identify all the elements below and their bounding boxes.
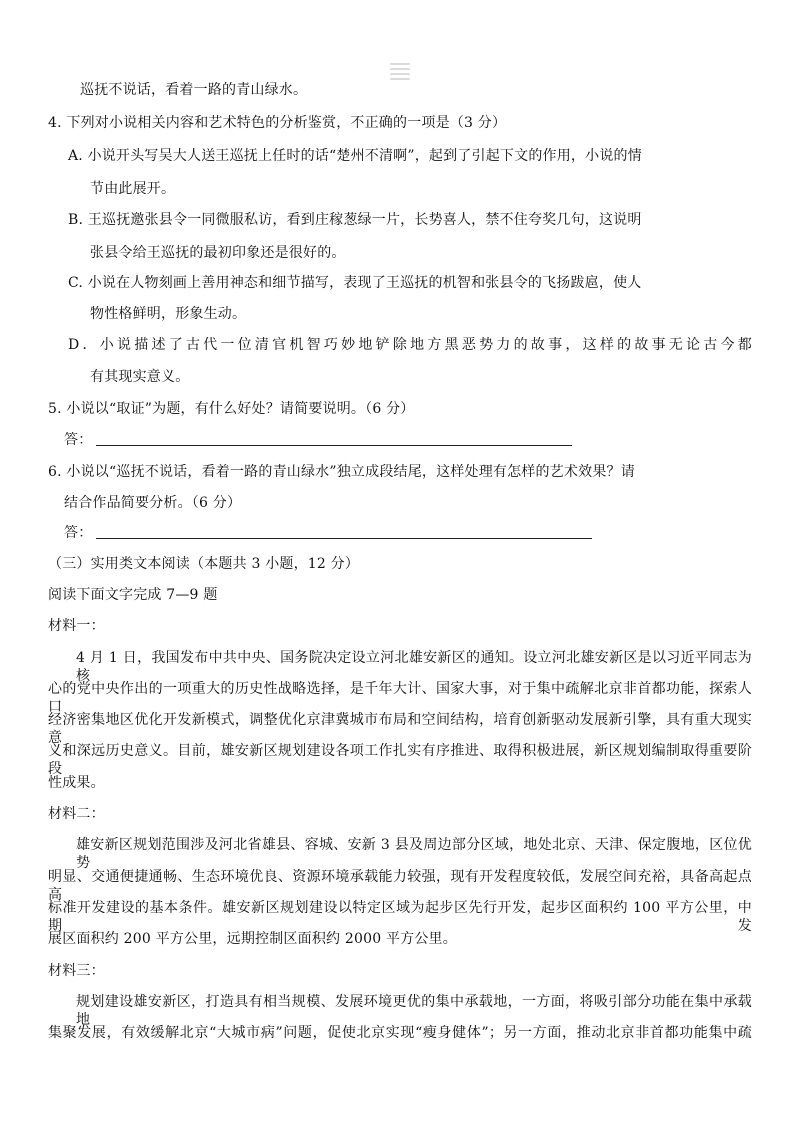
material-1-line2: 心的党中央作出的一项重大的历史性战略选择，是千年大计、国家大事，对于集中疏解北京非首都功能，探索人口 [48, 681, 752, 715]
option-d-line1: D．小说描述了古代一位清官机智巧妙地铲除地方黑恶势力的故事，这样的故事无论古今都 [68, 337, 752, 353]
reading-instruction: 阅读下面文字完成 7—9 题 [48, 587, 218, 603]
option-b-line1: B. 王巡抚邀张县令一同微服私访，看到庄稼葱绿一片，长势喜人，禁不住夸奖几句，这说明 [68, 212, 642, 228]
question-6-line1: 6. 小说以“巡抚不说话，看着一路的青山绿水”独立成段结尾，这样处理有怎样的艺术效果？请 [48, 464, 635, 480]
option-c-line1: C. 小说在人物刻画上善用神态和细节描写，表现了王巡抚的机智和张县令的飞扬跋扈，使人 [68, 275, 642, 291]
material-2-label: 材料二： [48, 806, 105, 822]
answer-6-blank[interactable] [96, 538, 592, 539]
material-1-line4: 义和深远历史意义。目前，雄安新区规划建设各项工作扎实有序推进、取得积极进展，新区规划编制取得重要阶段 [48, 743, 752, 777]
material-1-label: 材料一： [48, 618, 105, 634]
material-2-line3: 标准开发建设的基本条件。雄安新区规划建设以特定区域为起步区先行开发，起步区面积约 100 平方公里，中期发 [48, 900, 752, 934]
material-2-line4: 展区面积约 200 平方公里，远期控制区面积约 2000 平方公里。 [48, 931, 457, 947]
question-5: 5. 小说以“取证”为题，有什么好处？请简要说明。（6 分） [48, 401, 415, 417]
story-ending-line: 巡抚不说话，看着一路的青山绿水。 [80, 82, 308, 98]
watermark-icon [390, 60, 410, 82]
material-3-label: 材料三： [48, 963, 105, 979]
material-2-line1: 雄安新区规划范围涉及河北省雄县、容城、安新 3 县及周边部分区域，地处北京、天津、保定腹地，区位优势 [76, 837, 752, 871]
option-c-line2: 物性格鲜明，形象生动。 [90, 306, 247, 322]
material-3-line2: 集聚发展，有效缓解北京“大城市病”问题，促使北京实现“瘦身健体”；另一方面，推动北京非首都功能集中疏 [48, 1025, 752, 1041]
question-6-line2: 结合作品简要分析。（6 分） [64, 495, 242, 511]
answer-5-blank[interactable] [96, 445, 572, 446]
option-d-line2: 有其现实意义。 [90, 369, 190, 385]
question-4: 4. 下列对小说相关内容和艺术特色的分析鉴赏，不正确的一项是（3 分） [48, 115, 507, 131]
material-3-line1: 规划建设雄安新区，打造具有相当规模、发展环境更优的集中承载地，一方面，将吸引部分功能在集中承载地 [76, 994, 752, 1028]
material-2-line2: 明显、交通便捷通畅、生态环境优良、资源环境承载能力较强，现有开发程度较低，发展空间充裕，具备高起点高 [48, 869, 752, 903]
material-1-line3: 经济密集地区优化开发新模式，调整优化京津冀城市布局和空间结构，培育创新驱动发展新引擎，具有重大现实意 [48, 712, 752, 746]
answer-5-label: 答： [64, 432, 93, 448]
section-3-heading: （三）实用类文本阅读（本题共 3 小题，12 分） [48, 556, 360, 572]
option-b-line2: 张县令给王巡抚的最初印象还是很好的。 [90, 245, 346, 261]
material-1-line5: 性成果。 [48, 775, 105, 791]
answer-6-label: 答： [64, 525, 93, 541]
material-1-line1: 4 月 1 日，我国发布中共中央、国务院决定设立河北雄安新区的通知。设立河北雄安新区是以习近平同志为核 [76, 650, 752, 684]
option-a-line2: 节由此展开。 [90, 181, 176, 197]
option-a-line1: A. 小说开头写吴大人送王巡抚上任时的话“楚州不清啊”，起到了引起下文的作用，小说的情 [68, 148, 642, 164]
